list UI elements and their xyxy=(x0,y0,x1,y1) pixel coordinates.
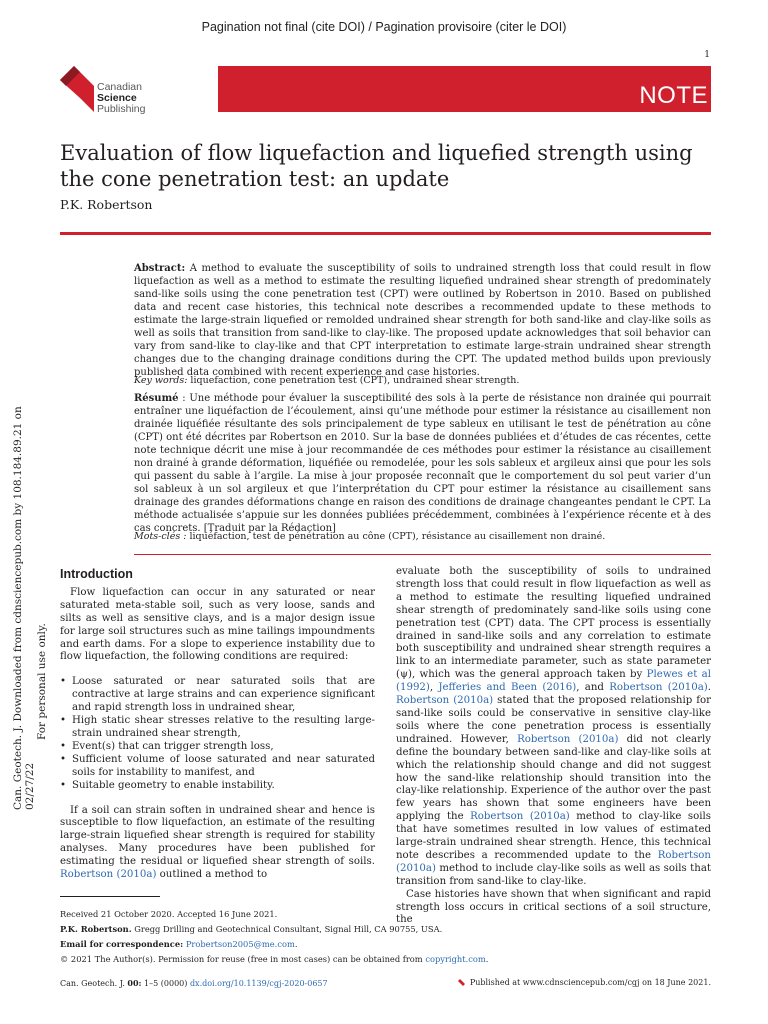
paragraph-text: stated that the proposed relationship for sand-like soils could be conservative in sensitive clay-like soils where the cone penetration process is essentially undrained. However, xyxy=(396,695,711,745)
paragraph-text: did not clearly define the boundary between sand-like and clay-like soils at which the relationship should change and did not suggest how the sand-like relationship should transition into the clay-like relationship. Experience of the author over the past few years has shown that some engineers have been applying the xyxy=(396,733,711,823)
csp-logo-icon xyxy=(60,66,94,112)
list-item: • Sufficient volume of loose saturated and near saturated soils for instability to manifest, and xyxy=(60,753,375,778)
abstract-text: A method to evaluate the susceptibility of soils to undrained strength loss that could result in flow liquefaction as well as a method to estimate the resulting liquefied undrained shear strength of predominately sand-like soils using the cone penetration test (CPT) were outlined by Robertson in 2010. Based on published data and recent case histories, this technical note describes a recommended update to these methods to estimate the large-strain liquefied or remolded undrained shear strength for both sand-like and clay-like soils as well as soils that transition from sand-like to clay-like. The proposed update acknowledges that soil behavior can vary from sand-like to clay-like and that CPT interpretation to estimate large-strain undrained shear strength changes due to the changing drainage conditions during the CPT. The updated method builds upon previously published data combined with recent experience and case histories. xyxy=(134,263,711,378)
mots-cles xyxy=(134,530,711,543)
paragraph-text: method to include clay-like soils as well as soils that transition from sand-like to clay-like. xyxy=(396,862,711,887)
email-tail: . xyxy=(294,939,298,949)
article-title: Evaluation of flow liquefaction and liquefied strength using the cone penetration test: an update xyxy=(60,141,693,191)
copyright xyxy=(60,952,711,967)
paragraph-text: . xyxy=(707,682,711,694)
paragraph-text: , and xyxy=(576,682,610,694)
intro-paragraph-4: Case histories have shown that when significant and rapid strength loss occurs in critical sections of a soil structure, the xyxy=(396,888,711,926)
journal-citation xyxy=(60,978,328,988)
doi-link[interactable]: dx.doi.org/10.1139/cgj-2020-0657 xyxy=(189,979,328,988)
citation-link[interactable]: Robertson (2010a) xyxy=(609,682,708,694)
download-watermark-line-1: Can. Geotech. J. Downloaded from cdnsciencepub.com by 108.184.89.21 on 02/27/22 xyxy=(12,406,36,810)
citation-link[interactable]: Robertson (2010a) xyxy=(470,811,570,823)
paragraph-text: If a soil can strain soften in undrained shear and hence is susceptible to flow liquefaction, an estimate of the resulting large-strain liquefied shear strength is required for stability analyses. Many procedures have been published for estimating the residual or liquefied shear strength of soils. xyxy=(60,804,375,868)
conditions-list xyxy=(60,676,375,792)
keywords-text: liquefaction, cone penetration test (CPT), undrained shear strength. xyxy=(187,375,520,386)
journal-pages: 1–5 (0000) xyxy=(141,979,190,988)
paragraph-text: method to clay-like soils that have sometimes resulted in low values of estimated large-strain undrained shear strength. Hence, this technical note describes a recommended update to the xyxy=(396,811,711,861)
intro-paragraph-3 xyxy=(396,566,711,889)
email-link[interactable]: Probertson2005@me.com xyxy=(185,939,295,949)
footnotes xyxy=(60,907,711,967)
citation-link[interactable]: Jefferies and Been (2016) xyxy=(438,682,577,694)
copyright-link[interactable]: copyright.com xyxy=(425,954,486,964)
copyright-text: © 2021 The Author(s). Permission for reuse (free in most cases) can be obtained from xyxy=(60,954,426,964)
published-online xyxy=(458,978,711,987)
keywords xyxy=(134,374,711,387)
citation-link[interactable]: Robertson (2010a) xyxy=(396,849,711,874)
body-left-column xyxy=(60,566,375,882)
body-right-column xyxy=(396,566,711,927)
citation-link[interactable]: Robertson (2010a) xyxy=(60,869,157,881)
logo-text-science: Science xyxy=(97,92,137,104)
abstract-english xyxy=(134,262,711,379)
journal-volume: 00: xyxy=(127,978,142,988)
logo-text-publishing: Publishing xyxy=(97,103,146,115)
list-item-text: Event(s) that can trigger strength loss, xyxy=(72,740,274,752)
affiliation-text: Gregg Drilling and Geotechnical Consultant, Signal Hill, CA 90755, USA. xyxy=(131,924,443,934)
citation-link[interactable]: Robertson (2010a) xyxy=(517,733,619,745)
mots-cles-text: liquéfaction, test de pénétration au cône (CPT), résistance au cisaillement non drainé. xyxy=(186,531,606,542)
copyright-tail: . xyxy=(485,954,489,964)
resume-text: : Une méthode pour évaluer la susceptibilité des sols à la perte de résistance non drainée qui pourrait entraîner une liquéfaction de l’écoulement, ainsi qu’une méthode pour estimer la résistance au cisaillement non drainée liquéfiée résultante des sols principalement de type sableux en utilisant le test de pénétration au cône (CPT) ont été décrites par Robertson en 2010. Sur la base de données publiées et d’études de cas récentes, cette note technique décrit une mise à jour recommandée de ces méthodes pour estimer la résistance au cisaillement non drainé à grande déformation, liquéfiée ou remodelée, pour les sols sableux et argileux ainsi que pour les sols qui passent du sable à l’argile. La mise à jour proposée reconnaît que le comportement du sol peut varier d’un sol sableux à un sol argileux et que l’interprétation du CPT pour estimer la résistance au cisaillement sans drainage des grandes déformations change en raison des conditions de drainage changeantes pendant le CPT. La méthode actualisée s’appuie sur les données publiées précédemment, combinées à l’expérience récente et à des cas concrets. [Traduit par la Rédaction] xyxy=(134,393,711,534)
correspondence xyxy=(60,937,711,952)
list-item: • High static shear stresses relative to the resulting large-strain undrained shear strength, xyxy=(60,715,375,739)
keywords-label: Key words: xyxy=(134,375,188,386)
csp-small-logo-icon xyxy=(458,979,465,986)
title-divider xyxy=(60,232,711,235)
resume-label: Résumé xyxy=(134,393,179,404)
paragraph-text: evaluate both the susceptibility of soils to undrained strength loss that could result in flow liquefaction as well as a method to estimate the resulting liquefied undrained shear strength of predominately sand-like soils using cone penetration test (CPT) data. The CPT process is essentially drained in sand-like soils and any correlation to estimate both susceptibility and undrained shear strength requires a link to an intermediate parameter, such as state parameter (ψ), which was the general approach taken by xyxy=(396,566,711,681)
article-type-banner xyxy=(218,66,711,112)
publisher-logo xyxy=(60,66,160,114)
list-item-text: Suitable geometry to enable instability. xyxy=(72,779,275,791)
citation-link[interactable]: Plewes et al (1992) xyxy=(396,669,711,694)
article-author: P.K. Robertson xyxy=(60,197,153,212)
affiliation xyxy=(60,922,711,937)
page-number: 1 xyxy=(704,50,710,60)
list-item-text: Sufficient volume of loose saturated and near saturated soils for instability to manifest, and xyxy=(72,753,375,778)
list-item: • Loose saturated or near saturated soils that are contractive at large strains and can experience significant and rapid strength loss in undrained shear, xyxy=(60,676,375,714)
section-heading-introduction: Introduction xyxy=(60,567,133,581)
footnote-divider xyxy=(60,896,160,897)
list-item: • Suitable geometry to enable instability. xyxy=(60,779,275,791)
journal-name: Can. Geotech. J. xyxy=(60,979,128,988)
list-item-text: High static shear stresses relative to the resulting large-strain undrained shear strength, xyxy=(72,715,375,739)
download-watermark xyxy=(12,360,48,810)
article-type-label: NOTE xyxy=(639,82,708,109)
abstract-divider xyxy=(134,554,711,555)
logo-text-canadian: Canadian xyxy=(97,81,142,93)
paragraph-text: outlined a method to xyxy=(156,869,268,881)
abstract-label: Abstract: xyxy=(134,263,186,274)
abstract-french xyxy=(134,392,711,535)
pagination-notice: Pagination not final (cite DOI) / Pagination provisoire (citer le DOI) xyxy=(201,20,567,34)
list-item-text: Loose saturated or near saturated soils that are contractive at large strains and can experience significant and rapid strength loss in undrained shear, xyxy=(72,676,375,714)
citation-link[interactable]: Robertson (2010a) xyxy=(396,695,494,707)
affiliation-name: P.K. Robertson. xyxy=(60,924,132,934)
published-text: Published at www.cdnsciencepub.com/cgj on 18 June 2021. xyxy=(469,978,711,987)
intro-paragraph-1: Flow liquefaction can occur in any saturated or near saturated meta-stable soil, such as very loose, sands and silts as well as sensitive clays, and is a major design issue for large soil structures such as mine tailings impoundments and earth dams. For a slope to experience instability due to flow liquefaction, the following conditions are required: xyxy=(60,586,375,663)
intro-paragraph-2 xyxy=(60,805,375,882)
email-label: Email for correspondence: xyxy=(60,939,184,949)
download-watermark-line-2: For personal use only. xyxy=(36,623,48,740)
received-dates: Received 21 October 2020. Accepted 16 June 2021. xyxy=(60,909,278,919)
paragraph-text: , xyxy=(429,682,439,694)
list-item: • Event(s) that can trigger strength loss, xyxy=(60,740,274,752)
mots-cles-label: Mots-clés : xyxy=(134,531,187,542)
